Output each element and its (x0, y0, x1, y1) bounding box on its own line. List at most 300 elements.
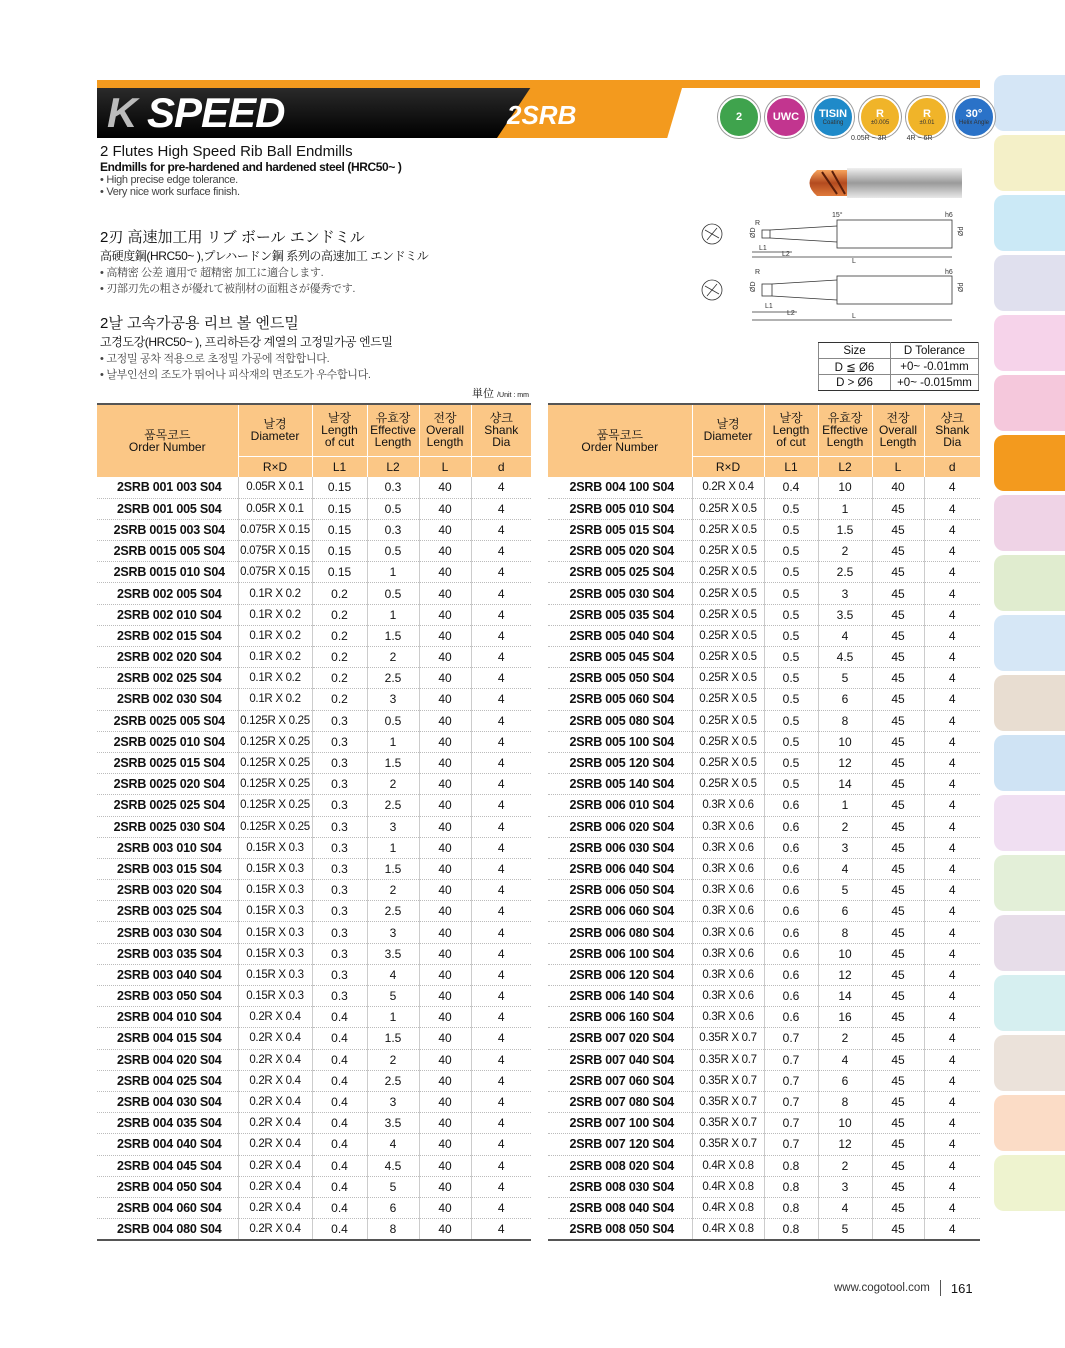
shank-dia-cell: 4 (471, 647, 531, 668)
bullet-kr: • 날부인선의 조도가 뛰어나 피삭재의 면조도가 우수합니다. (100, 369, 371, 381)
overall-length-cell: 40 (419, 986, 471, 1007)
diameter-cell: 0.3R X 0.6 (692, 1007, 764, 1028)
label-l: L (852, 313, 856, 320)
length-of-cut-cell: 0.5 (764, 541, 818, 562)
diameter-cell: 0.25R X 0.5 (692, 604, 764, 625)
side-tab[interactable] (994, 855, 1065, 911)
k-speed-logo (107, 88, 284, 138)
shank-dia-cell: 4 (471, 498, 531, 519)
header-effective-length: 유효장 Effective Length (367, 404, 419, 456)
length-of-cut-cell: 0.4 (312, 1155, 367, 1176)
title-en: 2 Flutes High Speed Rib Ball Endmills (100, 143, 353, 160)
order-number-cell: 2SRB 004 025 S04 (97, 1070, 238, 1091)
order-number-cell: 2SRB 0025 005 S04 (97, 710, 238, 731)
subtitle-kr: 고경도강(HRC50~ ), 프리하든강 계열의 고정밀가공 엔드밀 (100, 335, 393, 349)
side-tab[interactable] (994, 975, 1065, 1031)
shank-dia-cell: 4 (924, 816, 980, 837)
order-number-cell: 2SRB 005 040 S04 (548, 625, 692, 646)
effective-length-cell: 2.5 (367, 1070, 419, 1091)
label-l1: L1 (759, 245, 767, 252)
length-of-cut-cell: 0.3 (312, 964, 367, 985)
length-of-cut-cell: 0.4 (312, 1028, 367, 1049)
tol-size: D > Ø6 (819, 375, 891, 391)
length-of-cut-cell: 0.5 (764, 625, 818, 646)
overall-length-cell: 40 (419, 1176, 471, 1197)
table-row (548, 880, 980, 901)
table-row (548, 943, 980, 964)
endmill-technical-drawing (697, 160, 967, 325)
table-row (548, 668, 980, 689)
length-of-cut-cell: 0.5 (764, 774, 818, 795)
table-row (548, 498, 980, 519)
diameter-cell: 0.1R X 0.2 (238, 583, 312, 604)
order-number-cell: 2SRB 005 030 S04 (548, 583, 692, 604)
diameter-cell: 0.1R X 0.2 (238, 647, 312, 668)
effective-length-cell: 0.5 (367, 541, 419, 562)
shank-dia-cell: 4 (471, 943, 531, 964)
length-of-cut-cell: 0.6 (764, 816, 818, 837)
overall-length-cell: 45 (872, 1091, 924, 1112)
table-row (97, 668, 531, 689)
effective-length-cell: 2 (367, 647, 419, 668)
effective-length-cell: 3.5 (367, 943, 419, 964)
order-number-cell: 2SRB 006 120 S04 (548, 964, 692, 985)
header-overall-length: 전장 Overall Length (419, 404, 471, 456)
effective-length-cell: 4.5 (818, 647, 872, 668)
shank-dia-cell: 4 (924, 1155, 980, 1176)
logo-k: K (107, 89, 137, 136)
order-number-cell: 2SRB 004 100 S04 (548, 477, 692, 498)
overall-length-cell: 40 (419, 858, 471, 879)
length-of-cut-cell: 0.15 (312, 477, 367, 498)
side-tab[interactable] (994, 495, 1065, 551)
overall-length-cell: 45 (872, 647, 924, 668)
effective-length-cell: 0.3 (367, 519, 419, 540)
table-row (548, 541, 980, 562)
subheader-d: d (924, 456, 980, 477)
subheader-l: L (872, 456, 924, 477)
feature-badge: R ±0.01 (906, 96, 948, 138)
length-of-cut-cell: 0.6 (764, 986, 818, 1007)
order-number-cell: 2SRB 004 045 S04 (97, 1155, 238, 1176)
effective-length-cell: 5 (367, 1176, 419, 1197)
header-order-number: 품목코드 Order Number (97, 404, 238, 477)
shank-dia-cell: 4 (924, 752, 980, 773)
table-row (97, 625, 531, 646)
order-number-cell: 2SRB 006 050 S04 (548, 880, 692, 901)
effective-length-cell: 0.5 (367, 583, 419, 604)
description-japanese (100, 226, 428, 296)
effective-length-cell: 14 (818, 986, 872, 1007)
order-number-cell: 2SRB 006 140 S04 (548, 986, 692, 1007)
length-of-cut-cell: 0.5 (764, 710, 818, 731)
overall-length-cell: 40 (419, 477, 471, 498)
effective-length-cell: 4 (818, 625, 872, 646)
length-of-cut-cell: 0.6 (764, 943, 818, 964)
diameter-cell: 0.2R X 0.4 (238, 1049, 312, 1070)
overall-length-cell: 45 (872, 1176, 924, 1197)
overall-length-cell: 45 (872, 1219, 924, 1240)
order-number-cell: 2SRB 004 050 S04 (97, 1176, 238, 1197)
table-row (548, 1176, 980, 1197)
overall-length-cell: 45 (872, 880, 924, 901)
effective-length-cell: 1 (367, 562, 419, 583)
badge-note: 0.05R ~ 3R (851, 135, 887, 142)
overall-length-cell: 40 (419, 752, 471, 773)
table-row (548, 647, 980, 668)
diameter-cell: 0.3R X 0.6 (692, 816, 764, 837)
shank-dia-cell: 4 (471, 1113, 531, 1134)
order-number-cell: 2SRB 005 140 S04 (548, 774, 692, 795)
shank-dia-cell: 4 (471, 1155, 531, 1176)
table-row (548, 986, 980, 1007)
overall-length-cell: 40 (419, 583, 471, 604)
label-h6: h6 (945, 212, 953, 219)
shank-dia-cell: 4 (471, 668, 531, 689)
overall-length-cell: 40 (419, 837, 471, 858)
overall-length-cell: 45 (872, 498, 924, 519)
length-of-cut-cell: 0.6 (764, 901, 818, 922)
diameter-cell: 0.2R X 0.4 (238, 1176, 312, 1197)
length-of-cut-cell: 0.2 (312, 583, 367, 604)
side-tab[interactable] (994, 195, 1065, 251)
shank-dia-cell: 4 (471, 477, 531, 498)
length-of-cut-cell: 0.2 (312, 604, 367, 625)
order-number-cell: 2SRB 003 010 S04 (97, 837, 238, 858)
effective-length-cell: 2.5 (367, 668, 419, 689)
effective-length-cell: 4.5 (367, 1155, 419, 1176)
length-of-cut-cell: 0.4 (764, 477, 818, 498)
shank-dia-cell: 4 (924, 964, 980, 985)
order-number-cell: 2SRB 007 100 S04 (548, 1113, 692, 1134)
order-number-cell: 2SRB 0025 015 S04 (97, 752, 238, 773)
diameter-cell: 0.3R X 0.6 (692, 795, 764, 816)
order-number-cell: 2SRB 002 005 S04 (97, 583, 238, 604)
bullet-jp: • 刃部刃先の粗さが優れて被削材の面粗さが優秀です. (100, 283, 356, 295)
overall-length-cell: 40 (419, 1028, 471, 1049)
length-of-cut-cell: 0.3 (312, 901, 367, 922)
shank-dia-cell: 4 (924, 986, 980, 1007)
effective-length-cell: 12 (818, 1134, 872, 1155)
table-row (97, 689, 531, 710)
diameter-cell: 0.3R X 0.6 (692, 901, 764, 922)
diameter-cell: 0.35R X 0.7 (692, 1113, 764, 1134)
order-number-cell: 2SRB 004 080 S04 (97, 1219, 238, 1240)
shank-dia-cell: 4 (471, 562, 531, 583)
table-row (548, 774, 980, 795)
table-row (548, 1155, 980, 1176)
header-diameter: 날경 Diameter (238, 404, 312, 456)
table-row (97, 986, 531, 1007)
length-of-cut-cell: 0.3 (312, 880, 367, 901)
diameter-cell: 0.2R X 0.4 (692, 477, 764, 498)
table-row (97, 1155, 531, 1176)
side-tab[interactable] (994, 255, 1065, 311)
shank-dia-cell: 4 (471, 880, 531, 901)
order-number-cell: 2SRB 007 120 S04 (548, 1134, 692, 1155)
table-row (97, 922, 531, 943)
shank-dia-cell: 4 (471, 1049, 531, 1070)
length-of-cut-cell: 0.6 (764, 922, 818, 943)
overall-length-cell: 40 (419, 625, 471, 646)
table-row (97, 1197, 531, 1218)
shank-dia-cell: 4 (471, 583, 531, 604)
length-of-cut-cell: 0.15 (312, 541, 367, 562)
order-number-cell: 2SRB 006 060 S04 (548, 901, 692, 922)
shank-dia-cell: 4 (471, 1176, 531, 1197)
shank-dia-cell: 4 (471, 1070, 531, 1091)
order-number-cell: 2SRB 002 010 S04 (97, 604, 238, 625)
side-tab[interactable] (994, 795, 1065, 851)
length-of-cut-cell: 0.3 (312, 837, 367, 858)
side-tab[interactable] (994, 435, 1065, 491)
table-row (97, 752, 531, 773)
subheader-l2: L2 (818, 456, 872, 477)
length-of-cut-cell: 0.4 (312, 1091, 367, 1112)
label-angle: 15° (832, 212, 843, 219)
overall-length-cell: 45 (872, 583, 924, 604)
diameter-cell: 0.25R X 0.5 (692, 752, 764, 773)
subtitle-jp: 高硬度鋼(HRC50~ ),プレハードン鋼 系列の高速加工 エンドミル (100, 249, 429, 263)
effective-length-cell: 1 (818, 498, 872, 519)
bullet-kr: • 고정밀 공차 적용으로 초정밀 가공에 적합합니다. (100, 353, 330, 365)
length-of-cut-cell: 0.5 (764, 604, 818, 625)
shank-dia-cell: 4 (471, 625, 531, 646)
length-of-cut-cell: 0.15 (312, 562, 367, 583)
effective-length-cell: 2 (818, 541, 872, 562)
table-row (97, 604, 531, 625)
diameter-cell: 0.15R X 0.3 (238, 922, 312, 943)
effective-length-cell: 1 (367, 1007, 419, 1028)
effective-length-cell: 2 (818, 1028, 872, 1049)
side-tab[interactable] (994, 135, 1065, 191)
table-row (97, 1049, 531, 1070)
shank-dia-cell: 4 (471, 731, 531, 752)
table-row (97, 943, 531, 964)
table-row (97, 519, 531, 540)
effective-length-cell: 6 (818, 689, 872, 710)
table-row (548, 816, 980, 837)
side-tab[interactable] (994, 735, 1065, 791)
diameter-cell: 0.2R X 0.4 (238, 1091, 312, 1112)
overall-length-cell: 40 (419, 710, 471, 731)
length-of-cut-cell: 0.3 (312, 731, 367, 752)
diameter-cell: 0.25R X 0.5 (692, 668, 764, 689)
order-number-cell: 2SRB 0015 005 S04 (97, 541, 238, 562)
side-tab[interactable] (994, 1035, 1065, 1091)
diameter-cell: 0.25R X 0.5 (692, 519, 764, 540)
diameter-cell: 0.2R X 0.4 (238, 1007, 312, 1028)
table-row (97, 1113, 531, 1134)
diameter-cell: 0.4R X 0.8 (692, 1219, 764, 1240)
length-of-cut-cell: 0.7 (764, 1134, 818, 1155)
overall-length-cell: 40 (419, 964, 471, 985)
side-tab[interactable] (994, 1095, 1065, 1151)
order-number-cell: 2SRB 003 030 S04 (97, 922, 238, 943)
overall-length-cell: 40 (419, 795, 471, 816)
side-tab[interactable] (994, 75, 1065, 131)
effective-length-cell: 5 (818, 880, 872, 901)
effective-length-cell: 1 (367, 604, 419, 625)
length-of-cut-cell: 0.3 (312, 710, 367, 731)
length-of-cut-cell: 0.5 (764, 752, 818, 773)
length-of-cut-cell: 0.8 (764, 1219, 818, 1240)
diameter-cell: 0.2R X 0.4 (238, 1197, 312, 1218)
length-of-cut-cell: 0.3 (312, 943, 367, 964)
tol-value: +0~ -0.01mm (891, 359, 979, 375)
length-of-cut-cell: 0.2 (312, 689, 367, 710)
side-tab[interactable] (994, 375, 1065, 431)
overall-length-cell: 45 (872, 816, 924, 837)
side-tab[interactable] (994, 315, 1065, 371)
shank-dia-cell: 4 (924, 583, 980, 604)
order-number-cell: 2SRB 006 100 S04 (548, 943, 692, 964)
order-number-cell: 2SRB 003 035 S04 (97, 943, 238, 964)
shank-dia-cell: 4 (471, 541, 531, 562)
effective-length-cell: 2.5 (818, 562, 872, 583)
order-number-cell: 2SRB 008 030 S04 (548, 1176, 692, 1197)
table-row (97, 541, 531, 562)
table-row (548, 795, 980, 816)
title-jp: 2刃 高速加工用 リブ ボール エンドミル (100, 229, 365, 246)
overall-length-cell: 40 (419, 689, 471, 710)
effective-length-cell: 6 (818, 901, 872, 922)
subheader-d: d (471, 456, 531, 477)
overall-length-cell: 45 (872, 541, 924, 562)
side-index-tabs (994, 75, 1065, 1215)
effective-length-cell: 8 (818, 710, 872, 731)
shank-dia-cell: 4 (924, 837, 980, 858)
diameter-cell: 0.2R X 0.4 (238, 1134, 312, 1155)
drawing-view-1 (702, 220, 952, 257)
table-row (548, 625, 980, 646)
table-row (548, 731, 980, 752)
diameter-cell: 0.1R X 0.2 (238, 668, 312, 689)
table-row (97, 562, 531, 583)
banner-top-stripe (97, 80, 980, 88)
label-dd: ØD (750, 281, 757, 292)
shank-dia-cell: 4 (471, 837, 531, 858)
table-row (548, 1049, 980, 1070)
diameter-cell: 0.3R X 0.6 (692, 880, 764, 901)
table-row (97, 1219, 531, 1240)
overall-length-cell: 45 (872, 986, 924, 1007)
length-of-cut-cell: 0.4 (312, 1176, 367, 1197)
label-l1: L1 (765, 303, 773, 310)
label-l2: L2 (782, 251, 790, 258)
feature-badge: 30° Helix Angle (953, 96, 995, 138)
table-row (97, 774, 531, 795)
effective-length-cell: 3 (367, 689, 419, 710)
tol-size: D ≦ Ø6 (819, 359, 891, 375)
table-row (97, 583, 531, 604)
diameter-cell: 0.35R X 0.7 (692, 1091, 764, 1112)
side-tab[interactable] (994, 675, 1065, 731)
side-tab[interactable] (994, 555, 1065, 611)
diameter-cell: 0.2R X 0.4 (238, 1155, 312, 1176)
overall-length-cell: 40 (872, 477, 924, 498)
order-number-cell: 2SRB 003 020 S04 (97, 880, 238, 901)
table-row (548, 1219, 980, 1240)
diameter-cell: 0.25R X 0.5 (692, 774, 764, 795)
label-d: Ød (958, 226, 965, 236)
shank-dia-cell: 4 (924, 1197, 980, 1218)
length-of-cut-cell: 0.6 (764, 880, 818, 901)
diameter-cell: 0.3R X 0.6 (692, 922, 764, 943)
title-kr: 2날 고속가공용 리브 볼 엔드밀 (100, 315, 299, 332)
table-row (548, 1113, 980, 1134)
order-number-cell: 2SRB 006 160 S04 (548, 1007, 692, 1028)
table-row (548, 922, 980, 943)
badge-note: 4R ~ 6R (906, 135, 933, 142)
length-of-cut-cell: 0.5 (764, 647, 818, 668)
overall-length-cell: 40 (419, 1197, 471, 1218)
order-number-cell: 2SRB 003 040 S04 (97, 964, 238, 985)
length-of-cut-cell: 0.4 (312, 1070, 367, 1091)
side-tab[interactable] (994, 1155, 1065, 1211)
order-number-cell: 2SRB 0015 003 S04 (97, 519, 238, 540)
order-number-cell: 2SRB 005 060 S04 (548, 689, 692, 710)
table-row (548, 1070, 980, 1091)
side-tab[interactable] (994, 915, 1065, 971)
effective-length-cell: 3.5 (367, 1113, 419, 1134)
table-row (548, 964, 980, 985)
diameter-cell: 0.25R X 0.5 (692, 541, 764, 562)
length-of-cut-cell: 0.5 (764, 689, 818, 710)
overall-length-cell: 45 (872, 901, 924, 922)
length-of-cut-cell: 0.3 (312, 774, 367, 795)
length-of-cut-cell: 0.5 (764, 668, 818, 689)
order-number-cell: 2SRB 0025 025 S04 (97, 795, 238, 816)
table-row (97, 1176, 531, 1197)
side-tab[interactable] (994, 615, 1065, 671)
tol-header-tolerance: D Tolerance (891, 343, 979, 359)
length-of-cut-cell: 0.4 (312, 1007, 367, 1028)
overall-length-cell: 40 (419, 1219, 471, 1240)
shank-dia-cell: 4 (924, 477, 980, 498)
effective-length-cell: 8 (367, 1219, 419, 1240)
shank-dia-cell: 4 (924, 1176, 980, 1197)
effective-length-cell: 5 (818, 1219, 872, 1240)
effective-length-cell: 2 (367, 774, 419, 795)
subheader-rxd: R×D (238, 456, 312, 477)
table-row (548, 752, 980, 773)
effective-length-cell: 10 (818, 477, 872, 498)
length-of-cut-cell: 0.15 (312, 498, 367, 519)
header-length-of-cut: 날장 Length of cut (764, 404, 818, 456)
overall-length-cell: 45 (872, 752, 924, 773)
diameter-cell: 0.125R X 0.25 (238, 774, 312, 795)
feature-badge: 2 (718, 96, 760, 138)
overall-length-cell: 40 (419, 519, 471, 540)
effective-length-cell: 3 (818, 583, 872, 604)
diameter-cell: 0.4R X 0.8 (692, 1155, 764, 1176)
effective-length-cell: 3 (367, 922, 419, 943)
subtitle-en: Endmills for pre-hardened and hardened steel (HRC50~ ) (100, 160, 402, 174)
subheader-l1: L1 (764, 456, 818, 477)
shank-dia-cell: 4 (471, 1197, 531, 1218)
logo-speed: SPEED (147, 89, 285, 136)
length-of-cut-cell: 0.7 (764, 1049, 818, 1070)
table-row (97, 795, 531, 816)
overall-length-cell: 40 (419, 562, 471, 583)
diameter-cell: 0.15R X 0.3 (238, 964, 312, 985)
effective-length-cell: 4 (818, 1049, 872, 1070)
effective-length-cell: 2 (818, 1155, 872, 1176)
header-effective-length: 유효장 Effective Length (818, 404, 872, 456)
diameter-cell: 0.1R X 0.2 (238, 604, 312, 625)
overall-length-cell: 45 (872, 1113, 924, 1134)
